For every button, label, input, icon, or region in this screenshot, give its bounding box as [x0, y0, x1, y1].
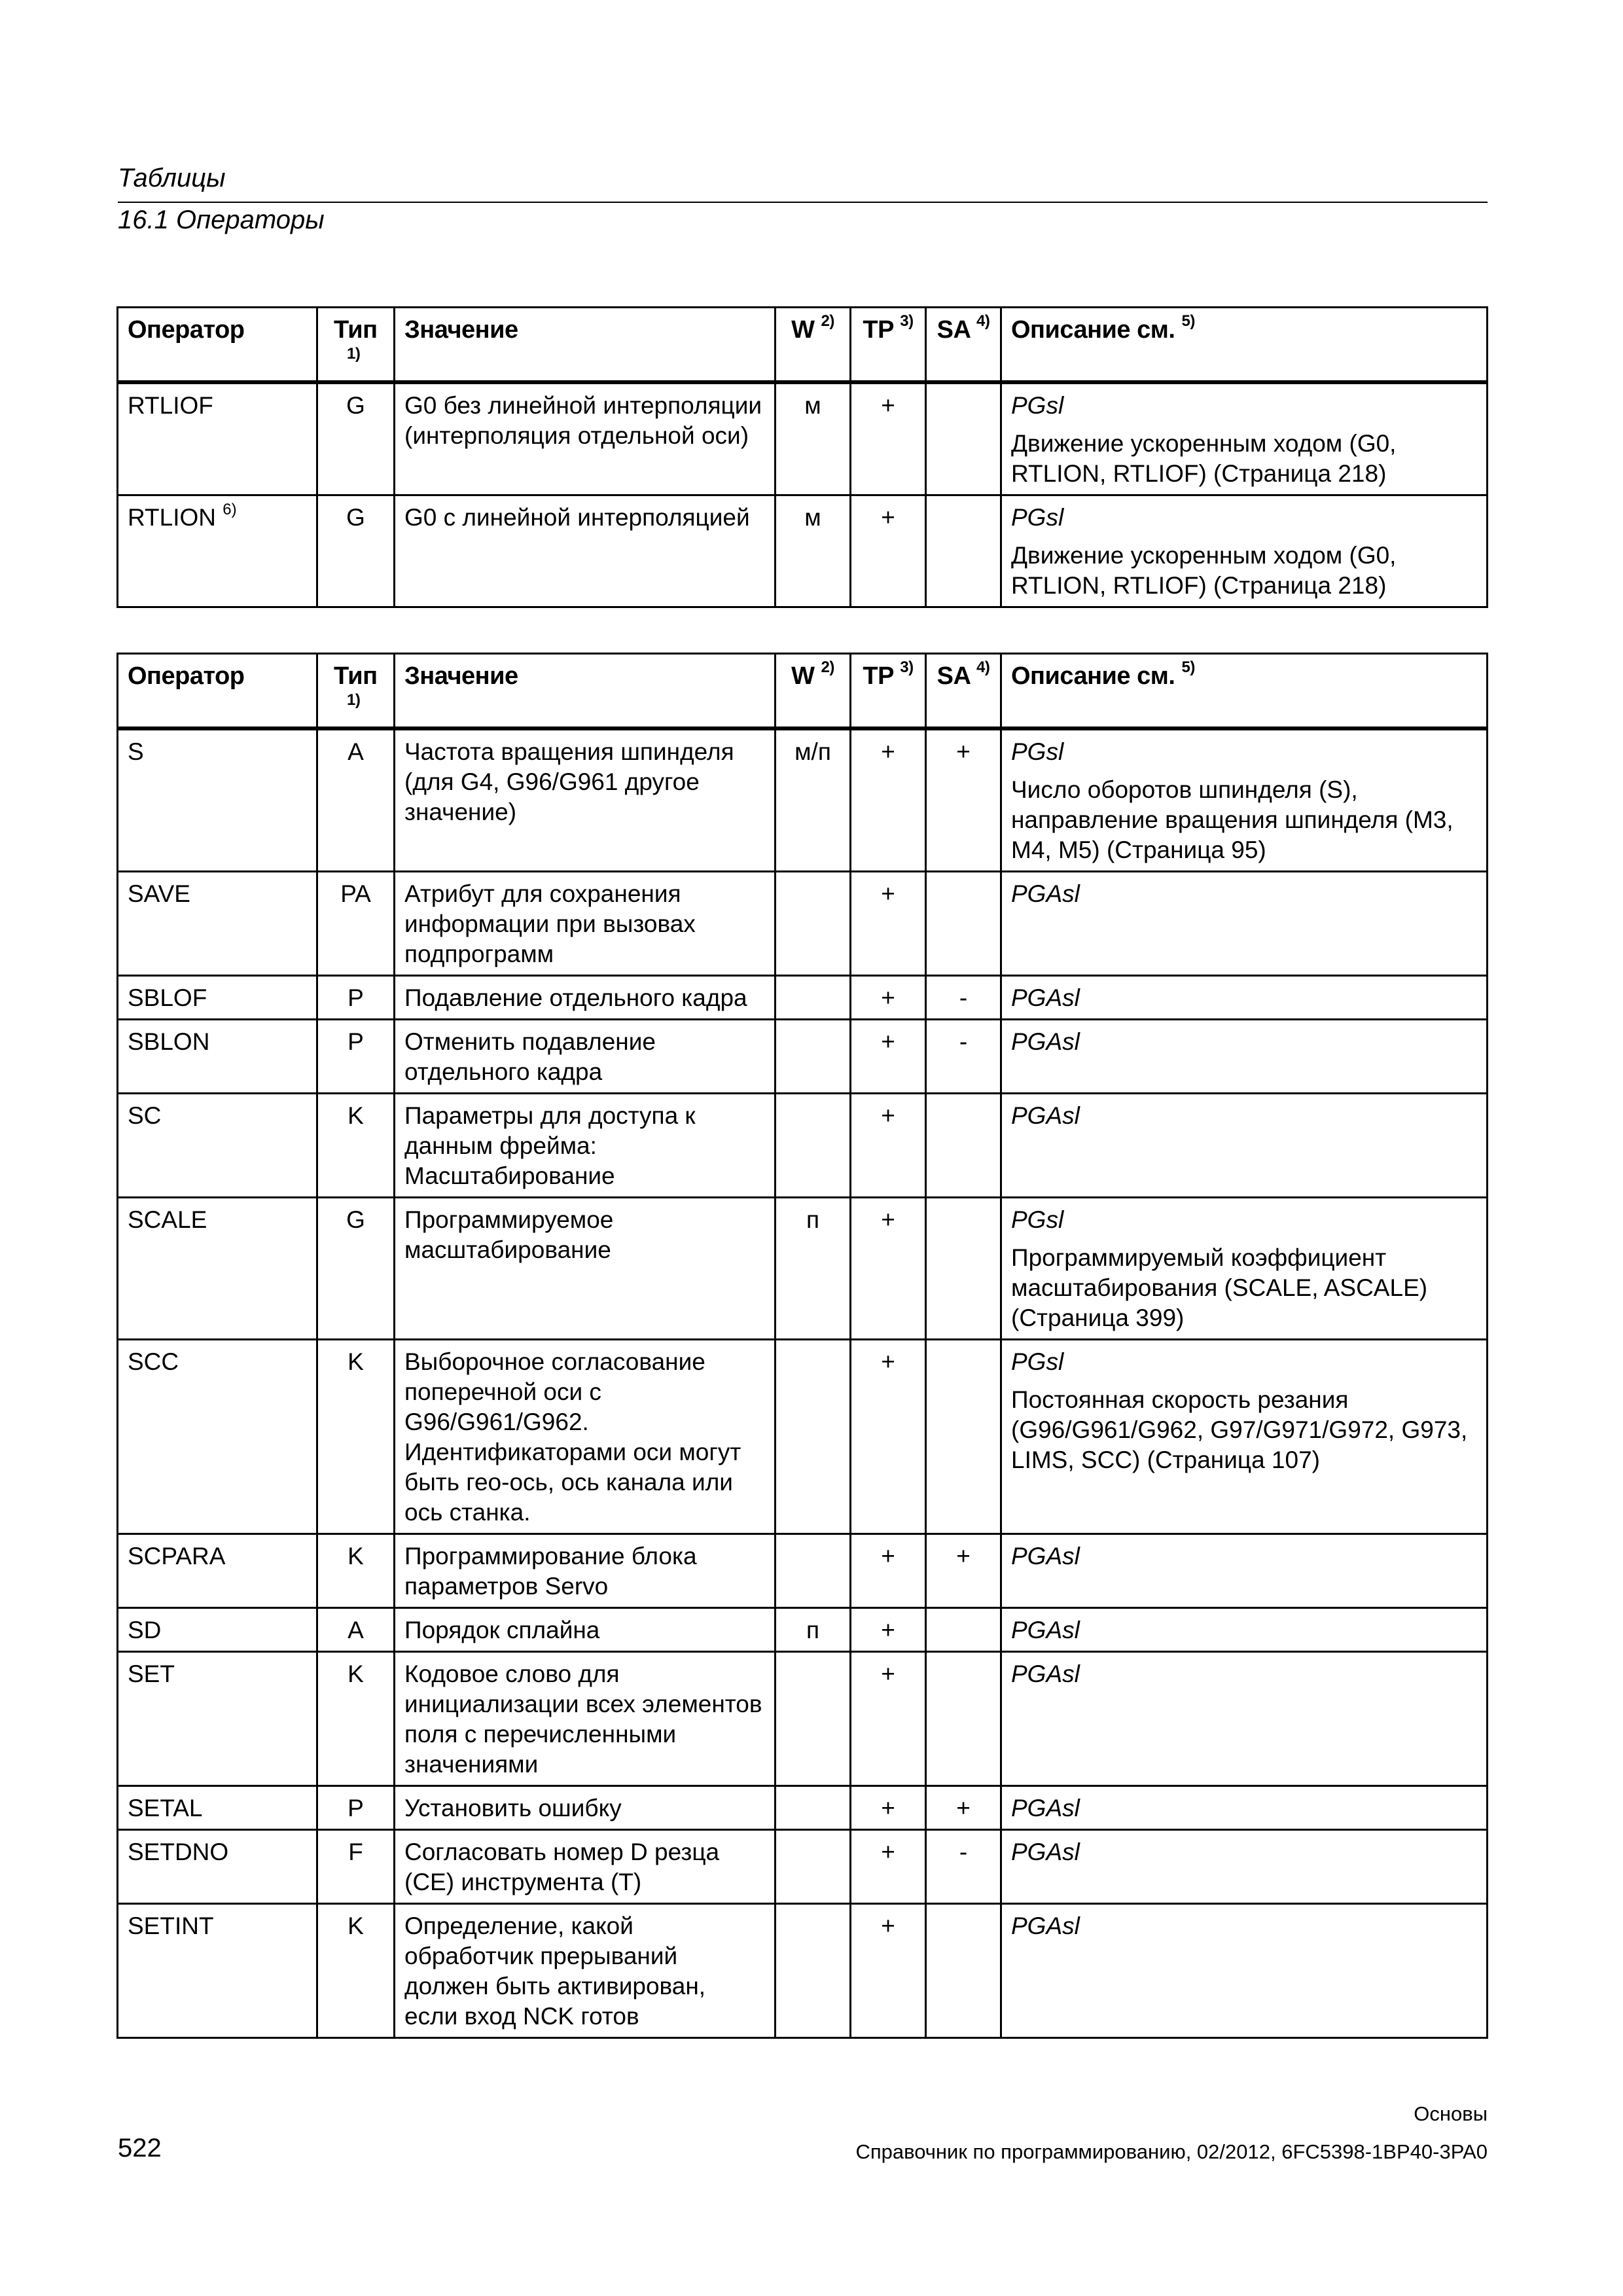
doc-section-ref: PGAsl — [1011, 1028, 1080, 1055]
cell-type: P — [317, 976, 395, 1020]
cell-operator: SCPARA — [118, 1534, 317, 1608]
cell-description — [1001, 1020, 1488, 1094]
cell-tp: + — [851, 728, 926, 872]
table-header-row — [118, 308, 1488, 383]
cell-meaning: Порядок сплайна — [395, 1608, 776, 1652]
cell-type: K — [317, 1340, 395, 1534]
cell-operator: SAVE — [118, 872, 317, 976]
col-header-operator: Оператор — [118, 654, 317, 729]
footnote-marker: 6) — [223, 500, 237, 518]
cell-operator: RTLION $^{6)}$ — [118, 495, 317, 607]
table-row — [118, 1786, 1488, 1830]
cell-w — [776, 1534, 851, 1608]
cell-w: м — [776, 382, 851, 495]
cell-sa: + — [926, 1534, 1001, 1608]
cell-tp: + — [851, 1198, 926, 1340]
cell-operator: SETDNO — [118, 1830, 317, 1904]
cell-type: K — [317, 1534, 395, 1608]
cell-description — [1001, 1198, 1488, 1340]
table-row — [118, 1020, 1488, 1094]
cell-type: F — [317, 1830, 395, 1904]
cell-w: п — [776, 1608, 851, 1652]
cell-type: G — [317, 382, 395, 495]
cell-tp: + — [851, 1830, 926, 1904]
cell-type: G — [317, 1198, 395, 1340]
cell-tp: + — [851, 1020, 926, 1094]
cell-meaning: Программируемое масштабирование — [395, 1198, 776, 1340]
cell-description — [1001, 728, 1488, 872]
cell-sa — [926, 1340, 1001, 1534]
col-header-description: Описание см. $^{5)}$ — [1001, 308, 1488, 383]
cell-w — [776, 872, 851, 976]
table-row — [118, 1652, 1488, 1786]
col-header-meaning: Значение — [395, 308, 776, 383]
cell-sa: + — [926, 728, 1001, 872]
cell-w — [776, 1340, 851, 1534]
cell-tp: + — [851, 1608, 926, 1652]
cell-w — [776, 1652, 851, 1786]
table-row — [118, 1094, 1488, 1198]
cross-reference-link[interactable]: Число оборотов шпинделя (S), направление вращения шпинделя (M3, M4, M5) (Страница 95) — [1011, 776, 1454, 863]
cell-w: м — [776, 495, 851, 607]
table-row — [118, 1534, 1488, 1608]
cell-operator: SBLOF — [118, 976, 317, 1020]
cell-operator: S — [118, 728, 317, 872]
cell-type: K — [317, 1652, 395, 1786]
table-row — [118, 1340, 1488, 1534]
cell-operator: SC — [118, 1094, 317, 1198]
cell-operator: SCC — [118, 1340, 317, 1534]
col-header-operator: Оператор — [118, 308, 317, 383]
table-row — [118, 1904, 1488, 2038]
cell-tp: + — [851, 1534, 926, 1608]
cell-meaning: G0 с линейной интерполяцией — [395, 495, 776, 607]
cell-description — [1001, 1904, 1488, 2038]
cell-sa — [926, 1652, 1001, 1786]
cell-meaning: G0 без линейной интерполяции (интерполяция отдельной оси) — [395, 382, 776, 495]
doc-section-ref: PGsl — [1011, 504, 1064, 531]
table-row — [118, 872, 1488, 976]
cell-type: A — [317, 1608, 395, 1652]
doc-section-ref: PGAsl — [1011, 1795, 1080, 1821]
cell-tp: + — [851, 1094, 926, 1198]
cell-operator: RTLIOF — [118, 382, 317, 495]
cell-sa — [926, 872, 1001, 976]
doc-section-ref: PGAsl — [1011, 1660, 1080, 1687]
cell-tp: + — [851, 382, 926, 495]
cell-w — [776, 1094, 851, 1198]
doc-section-ref: PGAsl — [1011, 1912, 1080, 1939]
cell-sa: + — [926, 1786, 1001, 1830]
doc-section-ref: PGAsl — [1011, 1839, 1080, 1865]
cell-description — [1001, 495, 1488, 607]
cell-type: PA — [317, 872, 395, 976]
cell-description — [1001, 1786, 1488, 1830]
cell-w: п — [776, 1198, 851, 1340]
cell-meaning: Атрибут для сохранения информации при вызовах подпрограмм — [395, 872, 776, 976]
cell-meaning: Подавление отдельного кадра — [395, 976, 776, 1020]
cell-meaning: Согласовать номер D резца (CE) инструмента (T) — [395, 1830, 776, 1904]
col-header-sa: SA $^{4)}$ — [926, 308, 1001, 383]
col-header-tp: TP $^{3)}$ — [851, 308, 926, 383]
cell-meaning: Установить ошибку — [395, 1786, 776, 1830]
cell-sa — [926, 1608, 1001, 1652]
cell-operator: SET — [118, 1652, 317, 1786]
cell-description — [1001, 1534, 1488, 1608]
doc-section-ref: PGsl — [1011, 1348, 1064, 1375]
cell-description — [1001, 382, 1488, 495]
operators-table-2 — [116, 653, 1488, 2039]
cross-reference-link[interactable]: Движение ускоренным ходом (G0, RTLION, RTLIOF) (Страница 218) — [1011, 542, 1397, 599]
cell-sa — [926, 1904, 1001, 2038]
cell-sa: - — [926, 1020, 1001, 1094]
table-row — [118, 1198, 1488, 1340]
cell-tp: + — [851, 1904, 926, 2038]
cell-type: P — [317, 1786, 395, 1830]
doc-section-ref: PGsl — [1011, 738, 1064, 765]
cell-sa: - — [926, 976, 1001, 1020]
cell-sa — [926, 1198, 1001, 1340]
cell-operator: SETAL — [118, 1786, 317, 1830]
doc-section-ref: PGAsl — [1011, 1617, 1080, 1643]
table-row — [118, 382, 1488, 495]
cell-type: A — [317, 728, 395, 872]
cell-type: G — [317, 495, 395, 607]
cell-w — [776, 1020, 851, 1094]
cell-tp: + — [851, 1340, 926, 1534]
table-row — [118, 976, 1488, 1020]
doc-section-ref: PGsl — [1011, 392, 1064, 419]
cell-description — [1001, 1652, 1488, 1786]
cell-sa: - — [926, 1830, 1001, 1904]
page-header-subtitle: 16.1 Операторы — [118, 206, 325, 234]
cell-operator: SBLON — [118, 1020, 317, 1094]
cell-sa — [926, 1094, 1001, 1198]
cell-meaning: Определение, какой обработчик прерываний должен быть активирован, если вход NCK готов — [395, 1904, 776, 2038]
cell-tp: + — [851, 495, 926, 607]
table-row — [118, 1830, 1488, 1904]
cell-description — [1001, 1094, 1488, 1198]
doc-section-ref: PGAsl — [1011, 1543, 1080, 1570]
cell-sa — [926, 382, 1001, 495]
cell-operator: SCALE — [118, 1198, 317, 1340]
cell-sa — [926, 495, 1001, 607]
cell-operator: SD — [118, 1608, 317, 1652]
cell-description — [1001, 1608, 1488, 1652]
doc-section-ref: PGsl — [1011, 1206, 1064, 1233]
cross-reference-link[interactable]: Программируемый коэффициент масштабирования (SCALE, ASCALE) (Страница 399) — [1011, 1244, 1428, 1331]
cell-w — [776, 1786, 851, 1830]
cell-meaning: Частота вращения шпинделя (для G4, G96/G961 другое значение) — [395, 728, 776, 872]
footer-document-name: Основы — [1414, 2102, 1488, 2125]
cross-reference-link[interactable]: Движение ускоренным ходом (G0, RTLION, RTLIOF) (Страница 218) — [1011, 430, 1397, 487]
operators-table-1 — [116, 306, 1488, 608]
cell-w — [776, 1904, 851, 2038]
cell-description — [1001, 976, 1488, 1020]
cell-type: P — [317, 1020, 395, 1094]
table-row — [118, 728, 1488, 872]
footer-reference: Справочник по программированию, 02/2012, 6FC5398-1BP40-3PA0 — [855, 2140, 1488, 2163]
cell-operator: SETINT — [118, 1904, 317, 2038]
cell-meaning: Отменить подавление отдельного кадра — [395, 1020, 776, 1094]
col-header-type: Тип 1) — [317, 308, 395, 383]
cell-w: м/п — [776, 728, 851, 872]
cell-tp: + — [851, 1786, 926, 1830]
doc-section-ref: PGAsl — [1011, 880, 1080, 907]
cell-w — [776, 976, 851, 1020]
cell-type: K — [317, 1094, 395, 1198]
col-header-description: Описание см. $^{5)}$ — [1001, 654, 1488, 729]
page-header-title: Таблицы — [118, 164, 226, 192]
table-row — [118, 495, 1488, 607]
cell-w — [776, 1830, 851, 1904]
cell-meaning: Кодовое слово для инициализации всех элементов поля с перечисленными значениями — [395, 1652, 776, 1786]
cell-description — [1001, 1340, 1488, 1534]
col-header-w: W $^{2)}$ — [776, 308, 851, 383]
doc-section-ref: PGAsl — [1011, 984, 1080, 1011]
table-row — [118, 1608, 1488, 1652]
col-header-sa: SA $^{4)}$ — [926, 654, 1001, 729]
cell-description — [1001, 872, 1488, 976]
cell-meaning: Выборочное согласование поперечной оси с G96/G961/G962. Идентификаторами оси могут быть гео-ось, ось канала или ось станка. — [395, 1340, 776, 1534]
cell-type: K — [317, 1904, 395, 2038]
col-header-meaning: Значение — [395, 654, 776, 729]
col-header-w: W $^{2)}$ — [776, 654, 851, 729]
table-header-row — [118, 654, 1488, 729]
cell-meaning: Параметры для доступа к данным фрейма: Масштабирование — [395, 1094, 776, 1198]
page-number: 522 — [118, 2134, 162, 2162]
cell-tp: + — [851, 976, 926, 1020]
cell-meaning: Программирование блока параметров Servo — [395, 1534, 776, 1608]
cell-tp: + — [851, 1652, 926, 1786]
col-header-type: Тип 1) — [317, 654, 395, 729]
cell-description — [1001, 1830, 1488, 1904]
cross-reference-link[interactable]: Постоянная скорость резания (G96/G961/G962, G97/G971/G972, G973, LIMS, SCC) (Страница 107) — [1011, 1386, 1468, 1473]
header-divider — [118, 202, 1488, 203]
cell-tp: + — [851, 872, 926, 976]
doc-section-ref: PGAsl — [1011, 1102, 1080, 1129]
col-header-tp: TP $^{3)}$ — [851, 654, 926, 729]
